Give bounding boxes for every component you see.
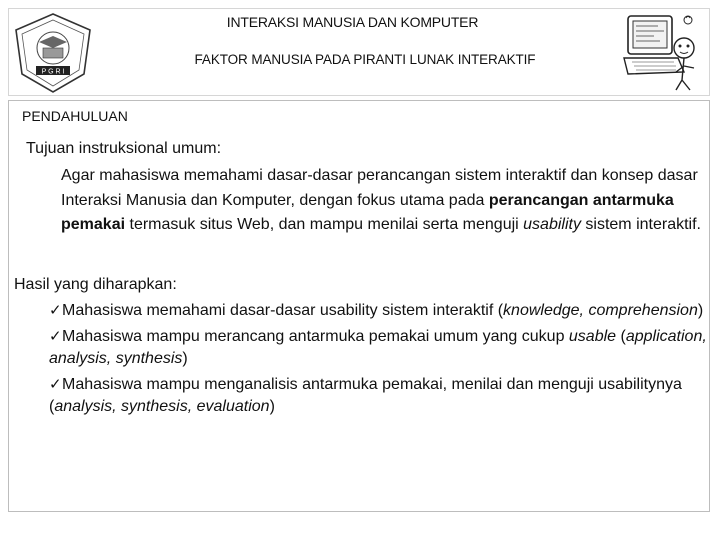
list-item xyxy=(49,374,709,418)
result-italic-usable: usable xyxy=(568,328,617,345)
section-label: PENDAHULUAN xyxy=(22,108,128,124)
goal-heading-colon: : xyxy=(216,140,222,157)
results-heading: Hasil yang diharapkan: xyxy=(14,276,177,293)
computer-clipart-icon xyxy=(622,10,702,94)
check-icon: ✓ xyxy=(49,328,62,345)
result-text: Mahasiswa memahami dasar-dasar usability sistem interaktif ( xyxy=(62,302,504,319)
result-text: Mahasiswa mampu merancang antarmuka pemakai umum yang cukup xyxy=(62,328,569,345)
result-italic: application, analysis, synthesis xyxy=(49,328,707,367)
result-end: ) xyxy=(182,350,188,367)
logo-text: P G R I xyxy=(41,68,65,76)
pgri-logo-icon xyxy=(12,12,94,94)
goal-heading xyxy=(26,140,221,158)
list-item xyxy=(49,326,709,370)
check-icon: ✓ xyxy=(49,376,62,393)
result-text: Mahasiswa mampu menganalisis antarmuka pemakai, menilai dan menguji usabilitynya ( xyxy=(49,376,682,415)
result-italic: analysis, synthesis, evaluation xyxy=(54,398,270,415)
result-end: ) xyxy=(697,302,704,319)
goal-text-part-1: Agar mahasiswa memahami dasar-dasar perancangan sistem interaktif dan konsep dasar Interaksi Manusia dan Komputer, dengan fokus utama pada xyxy=(61,167,698,209)
result-end: ) xyxy=(269,398,275,415)
page-subtitle: FAKTOR MANUSIA PADA PIRANTI LUNAK INTERAKTIF xyxy=(194,52,536,67)
goal-text-part-2: termasuk situs Web, dan mampu menilai serta menguji xyxy=(125,216,524,233)
goal-text-bold: perancangan antarmuka pemakai xyxy=(61,191,674,233)
goal-text-part-3: sistem interaktif. xyxy=(580,216,701,233)
result-mid: ( xyxy=(616,328,626,345)
goal-text-italic: usability xyxy=(523,216,581,233)
results-list xyxy=(49,300,709,422)
goal-heading-text: Tujuan instruksional umum xyxy=(26,140,217,157)
goal-paragraph xyxy=(61,164,701,238)
result-italic: knowledge, comprehension xyxy=(503,302,698,319)
list-item xyxy=(49,300,709,322)
page-title: INTERAKSI MANUSIA DAN KOMPUTER xyxy=(226,14,479,30)
check-icon: ✓ xyxy=(49,302,62,319)
